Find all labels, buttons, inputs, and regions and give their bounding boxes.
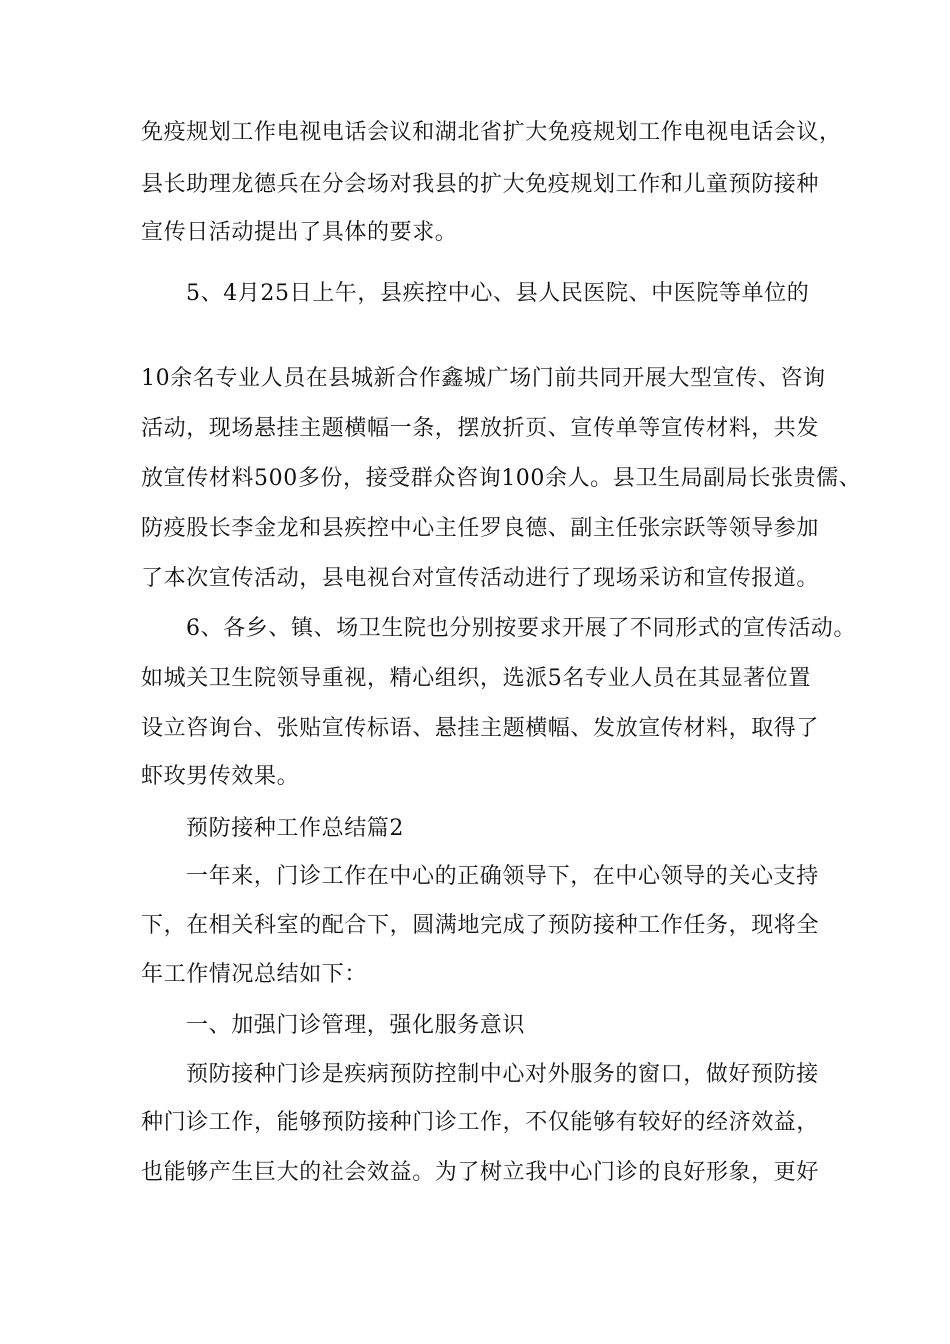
text-line-20: 种门诊工作，能够预防接种门诊工作，不仅能够有较好的经济效益， xyxy=(141,1110,820,1135)
text-line-21: 也能够产生巨大的社会效益。为了树立我中心门诊的良好形象，更好 xyxy=(141,1160,820,1185)
section-title-2: 预防接种工作总结篇2 xyxy=(186,816,404,841)
text-line-7: 放宣传材料500多份，接受群众咨询100余人。县卫生局副局长张贵儒、 xyxy=(141,466,862,491)
text-line-16: 下，在相关科室的配合下，圆满地完成了预防接种工作任务，现将全 xyxy=(141,913,820,938)
text-line-17: 年工作情况总结如下： xyxy=(141,962,368,987)
text-line-8: 防疫股长李金龙和县疾控中心主任罗良德、副主任张宗跃等领导参加 xyxy=(141,516,820,541)
text-line-3: 宣传日活动提出了具体的要求。 xyxy=(141,220,458,245)
section-heading-1: 一、加强门诊管理，强化服务意识 xyxy=(186,1013,526,1038)
text-line-15: 一年来，门诊工作在中心的正确领导下，在中心领导的关心支持 xyxy=(186,864,819,889)
text-line-19: 预防接种门诊是疾病预防控制中心对外服务的窗口，做好预防接 xyxy=(186,1062,819,1087)
text-line-12: 设立咨询台、张贴宣传标语、悬挂主题横幅、发放宣传材料，取得了 xyxy=(141,716,820,741)
text-line-9: 了本次宣传活动，县电视台对宣传活动进行了现场采访和宣传报道。 xyxy=(141,566,820,591)
text-line-6: 活动，现场悬挂主题横幅一条，摆放折页、宣传单等宣传材料，共发 xyxy=(141,416,820,441)
text-line-2: 县长助理龙德兵在分会场对我县的扩大免疫规划工作和儿童预防接种 xyxy=(141,172,820,197)
text-line-1: 免疫规划工作电视电话会议和湖北省扩大免疫规划工作电视电话会议， xyxy=(141,120,842,145)
text-line-11: 如城关卫生院领导重视，精心组织，选派5名专业人员在其显著位置 xyxy=(141,666,811,691)
text-line-13: 虾玫男传效果。 xyxy=(141,764,300,789)
text-line-5: 10余名专业人员在县城新合作鑫城广场门前共同开展大型宣传、咨询 xyxy=(141,366,826,391)
text-line-4: 5、4月25日上午，县疾控中心、县人民医院、中医院等单位的 xyxy=(186,281,810,306)
text-line-10: 6、各乡、镇、场卫生院也分别按要求开展了不同形式的宣传活动。 xyxy=(186,616,856,641)
